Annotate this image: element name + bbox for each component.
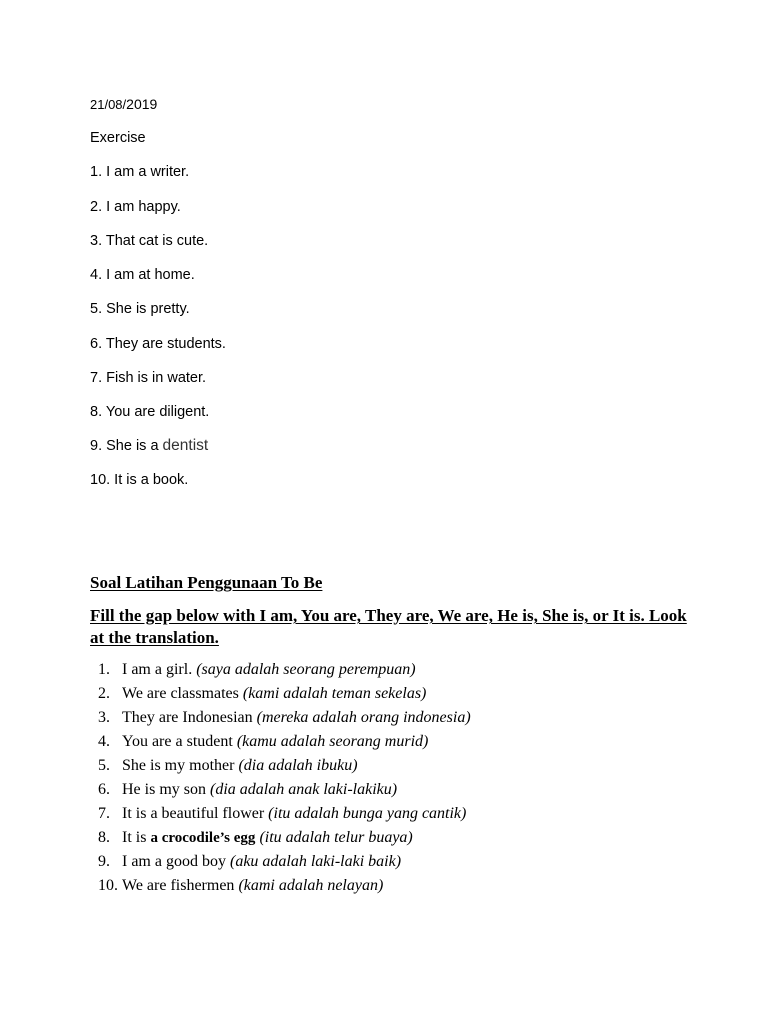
date-prefix: 21/08/ <box>90 97 127 112</box>
exercise-item-6: 6. They are students. <box>90 336 226 352</box>
to-be-item-text: I am a good boy <box>122 853 230 870</box>
exercise-heading: Exercise <box>90 130 146 146</box>
to-be-item-bold-text: a crocodile’s egg <box>150 830 256 846</box>
to-be-item-text: They are Indonesian <box>122 709 257 726</box>
to-be-item-number: 10. <box>98 877 118 894</box>
exercise-item-7: 7. Fish is in water. <box>90 370 207 386</box>
exercise-item-9-tail: dentist <box>162 437 209 454</box>
to-be-item-translation: (dia adalah ibuku) <box>238 757 358 774</box>
date-year: 2019 <box>126 96 158 112</box>
to-be-item-number: 3. <box>98 709 110 726</box>
to-be-item-translation: (itu adalah bunga yang cantik) <box>268 805 467 822</box>
to-be-item-number: 9. <box>98 853 110 870</box>
to-be-item-text: It is a beautiful flower <box>122 805 269 822</box>
to-be-item-5 <box>98 757 358 775</box>
to-be-item-translation: (mereka adalah orang indonesia) <box>256 709 471 726</box>
to-be-item-translation: (aku adalah laki-laki baik) <box>229 853 402 870</box>
to-be-item-4 <box>98 733 428 751</box>
to-be-item-10 <box>98 877 383 895</box>
to-be-item-6 <box>98 781 397 799</box>
to-be-item-number: 6. <box>98 781 110 798</box>
to-be-item-text: I am a girl. <box>122 661 197 678</box>
exercise-item-10: 10. It is a book. <box>90 472 189 488</box>
to-be-item-text: We are fishermen <box>122 877 239 894</box>
exercise-item-1: 1. I am a writer. <box>90 164 190 180</box>
to-be-item-text: We are classmates <box>122 685 243 702</box>
exercise-item-2: 2. I am happy. <box>90 199 181 215</box>
to-be-item-translation: (itu adalah telur buaya) <box>255 829 413 846</box>
exercise-item-9-text: 9. She is a <box>90 438 163 454</box>
to-be-item-2 <box>98 685 426 703</box>
to-be-item-number: 1. <box>98 661 110 678</box>
to-be-item-translation: (saya adalah seorang perempuan) <box>196 661 416 678</box>
section-title: Soal Latihan Penggunaan To Be <box>90 573 323 592</box>
to-be-item-translation: (dia adalah anak laki-lakiku) <box>210 781 398 798</box>
exercise-item-8: 8. You are diligent. <box>90 404 210 420</box>
to-be-item-3 <box>98 709 471 727</box>
to-be-item-text: She is my mother <box>122 757 239 774</box>
exercise-item-9 <box>90 437 208 455</box>
section-instruction: Fill the gap below with I am, You are, They are, We are, He is, She is, or It is. Look at the translation. <box>90 606 687 647</box>
to-be-item-translation: (kami adalah nelayan) <box>238 877 384 894</box>
to-be-item-number: 7. <box>98 805 110 822</box>
to-be-item-number: 5. <box>98 757 110 774</box>
to-be-item-text: It is <box>122 829 151 846</box>
to-be-item-9 <box>98 853 401 871</box>
to-be-item-text: You are a student <box>122 733 237 750</box>
to-be-item-7 <box>98 805 466 823</box>
to-be-item-translation: (kamu adalah seorang murid) <box>236 733 429 750</box>
to-be-item-translation: (kami adalah teman sekelas) <box>242 685 427 702</box>
exercise-item-4: 4. I am at home. <box>90 267 195 283</box>
to-be-item-number: 8. <box>98 829 110 846</box>
to-be-item-number: 2. <box>98 685 110 702</box>
to-be-item-number: 4. <box>98 733 110 750</box>
to-be-item-8 <box>98 829 413 847</box>
exercise-item-3: 3. That cat is cute. <box>90 233 209 249</box>
to-be-item-text: He is my son <box>122 781 210 798</box>
to-be-item-1 <box>98 661 416 679</box>
exercise-item-5: 5. She is pretty. <box>90 301 190 317</box>
date-line <box>90 96 157 112</box>
